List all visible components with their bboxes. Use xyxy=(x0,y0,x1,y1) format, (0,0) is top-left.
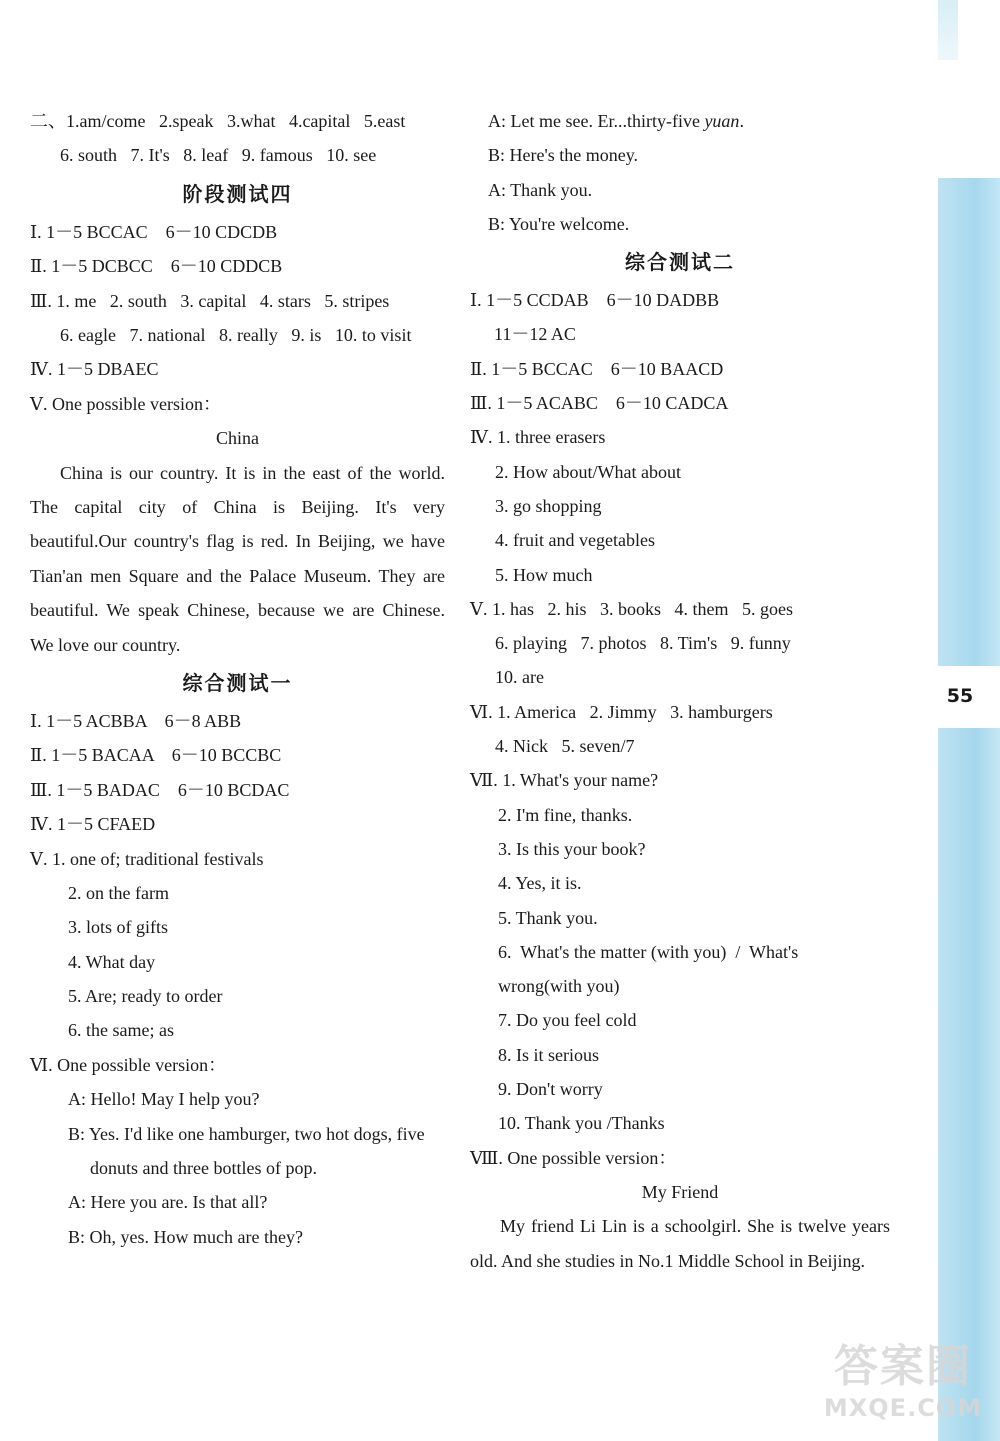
section-er-line-2: 6. south 7. It's 8. leaf 9. famous 10. see xyxy=(60,145,377,166)
comp1-part-v-item-4: 4. What day xyxy=(68,951,156,972)
comp2-part-iv-item-1: Ⅳ. 1. three erasers xyxy=(470,427,606,448)
heading-comprehensive-test-2: 综合测试二 xyxy=(625,250,735,275)
heading-comprehensive-test-1: 综合测试一 xyxy=(182,670,293,695)
dialogue-line-3: A: Here you are. Is that all? xyxy=(68,1192,268,1213)
comp2-part-v-line-2: 6. playing 7. photos 8. Tim's 9. funny xyxy=(495,633,791,654)
comp1-part-v-item-6: 6. the same; as xyxy=(68,1020,174,1041)
stage4-part-ii: Ⅱ. 1－5 DCBCC 6－10 CDDCB xyxy=(30,256,283,277)
essay-my-friend xyxy=(470,1209,890,1278)
dialogue-line-6: B: Here's the money. xyxy=(488,145,639,166)
comp2-part-vii-item-5: 5. Thank you. xyxy=(498,907,598,928)
comp2-part-vii-item-10: 10. Thank you /Thanks xyxy=(498,1113,665,1134)
dialogue-line-2b: donuts and three bottles of pop. xyxy=(90,1158,317,1179)
dialogue-line-5 xyxy=(470,104,890,138)
comp2-part-v-line-3: 10. are xyxy=(495,667,544,688)
comp2-part-iv-item-3: 3. go shopping xyxy=(495,495,602,516)
comp2-part-vii-item-2: 2. I'm fine, thanks. xyxy=(498,804,633,825)
comp1-part-ii: Ⅱ. 1－5 BACAA 6－10 BCCBC xyxy=(30,745,282,766)
comp2-part-vii-item-7: 7. Do you feel cold xyxy=(498,1010,637,1031)
comp2-part-vii-item-9: 9. Don't worry xyxy=(498,1079,603,1100)
watermark-logo-text: 答案圈 xyxy=(834,1341,972,1392)
comp2-part-i-line-1: Ⅰ. 1－5 CCDAB 6－10 DADBB xyxy=(470,290,720,311)
comp2-part-vi-line-2: 4. Nick 5. seven/7 xyxy=(495,736,635,757)
dialogue-line-5-text: A: Let me see. Er...thirty-five xyxy=(488,111,705,131)
comp1-part-iii: Ⅲ. 1－5 BADAC 6－10 BCDAC xyxy=(30,779,290,800)
comp1-part-v-item-3: 3. lots of gifts xyxy=(68,917,169,938)
dialogue-line-2a: B: Yes. I'd like one hamburger, two hot dogs, five xyxy=(68,1123,425,1144)
dialogue-line-5-end: . xyxy=(739,111,744,131)
comp2-part-vii-item-4: 4. Yes, it is. xyxy=(498,873,582,894)
left-column xyxy=(30,104,445,1254)
watermark-url: MXQE.COM xyxy=(823,1394,983,1422)
comp2-part-vii-item-8: 8. Is it serious xyxy=(498,1044,599,1065)
comp2-part-iv-item-4: 4. fruit and vegetables xyxy=(495,530,655,551)
dialogue-line-7: A: Thank you. xyxy=(488,179,593,200)
decorative-stripe-middle xyxy=(938,178,1000,666)
comp2-part-i-line-2: 11－12 AC xyxy=(494,324,576,345)
heading-stage-test-4: 阶段测试四 xyxy=(182,181,293,206)
essay-my-friend-text: My friend Li Lin is a schoolgirl. She is twelve years old. And she studies in No.1 Middle School in Beijing. xyxy=(470,1216,890,1271)
comp2-part-v-line-1: Ⅴ. 1. has 2. his 3. books 4. them 5. goes xyxy=(470,598,793,619)
decorative-stripe-top xyxy=(938,0,958,60)
essay-title-china: China xyxy=(216,428,259,449)
comp1-part-i: Ⅰ. 1－5 ACBBA 6－8 ABB xyxy=(30,710,242,731)
essay-china xyxy=(30,456,445,662)
comp1-part-v-item-2: 2. on the farm xyxy=(68,882,169,903)
dialogue-line-5-yuan: yuan xyxy=(704,111,740,131)
comp1-part-v-item-5: 5. Are; ready to order xyxy=(68,986,223,1007)
stage4-part-i: Ⅰ. 1－5 BCCAC 6－10 CDCDB xyxy=(30,221,278,242)
comp2-part-vi-line-1: Ⅵ. 1. America 2. Jimmy 3. hamburgers xyxy=(470,701,773,722)
essay-title-my-friend: My Friend xyxy=(641,1181,719,1202)
essay-china-text: China is our country. It is in the east of the world. The capital city of China is Beijing. It's very beautiful.Our country's flag is red. In Beijing, we have Tian'an men Square and the Palace Museum. They are beautiful. We speak Chinese, because we are Chinese. We love our country. xyxy=(30,462,445,655)
stage4-part-iv: Ⅳ. 1－5 DBAEC xyxy=(30,359,159,380)
right-column xyxy=(470,104,890,1278)
comp2-part-ii: Ⅱ. 1－5 BCCAC 6－10 BAACD xyxy=(470,358,724,379)
comp1-part-iv: Ⅳ. 1－5 CFAED xyxy=(30,814,156,835)
dialogue-line-8: B: You're welcome. xyxy=(488,213,630,234)
page-number: 55 xyxy=(946,685,974,707)
comp2-part-iv-item-5: 5. How much xyxy=(495,564,593,585)
comp2-part-vii-item-6a: 6. What's the matter (with you) / What's xyxy=(498,941,799,962)
comp2-part-vii-item-3: 3. Is this your book? xyxy=(498,838,646,859)
stage4-part-iii-line-2: 6. eagle 7. national 8. really 9. is 10. to visit xyxy=(60,324,412,345)
comp2-part-iv-item-2: 2. How about/What about xyxy=(495,461,681,482)
section-er-line-1: 二、1.am/come 2.speak 3.what 4.capital 5.east xyxy=(30,111,406,131)
dialogue-line-1: A: Hello! May I help you? xyxy=(68,1089,260,1110)
dialogue-line-4: B: Oh, yes. How much are they? xyxy=(68,1226,303,1247)
comp1-part-vi: Ⅵ. One possible version： xyxy=(30,1054,227,1075)
comp2-part-iii: Ⅲ. 1－5 ACABC 6－10 CADCA xyxy=(470,393,729,414)
comp2-part-viii: Ⅷ. One possible version： xyxy=(470,1147,677,1168)
comp1-part-v-item-1: Ⅴ. 1. one of; traditional festivals xyxy=(30,848,264,869)
stage4-part-iii-line-1: Ⅲ. 1. me 2. south 3. capital 4. stars 5. stripes xyxy=(30,290,390,311)
stage4-part-v: Ⅴ. One possible version： xyxy=(30,393,221,414)
comp2-part-vii-item-6b: wrong(with you) xyxy=(498,976,620,997)
watermark-logo xyxy=(808,1330,998,1422)
comp2-part-vii-item-1: Ⅶ. 1. What's your name? xyxy=(470,770,659,791)
